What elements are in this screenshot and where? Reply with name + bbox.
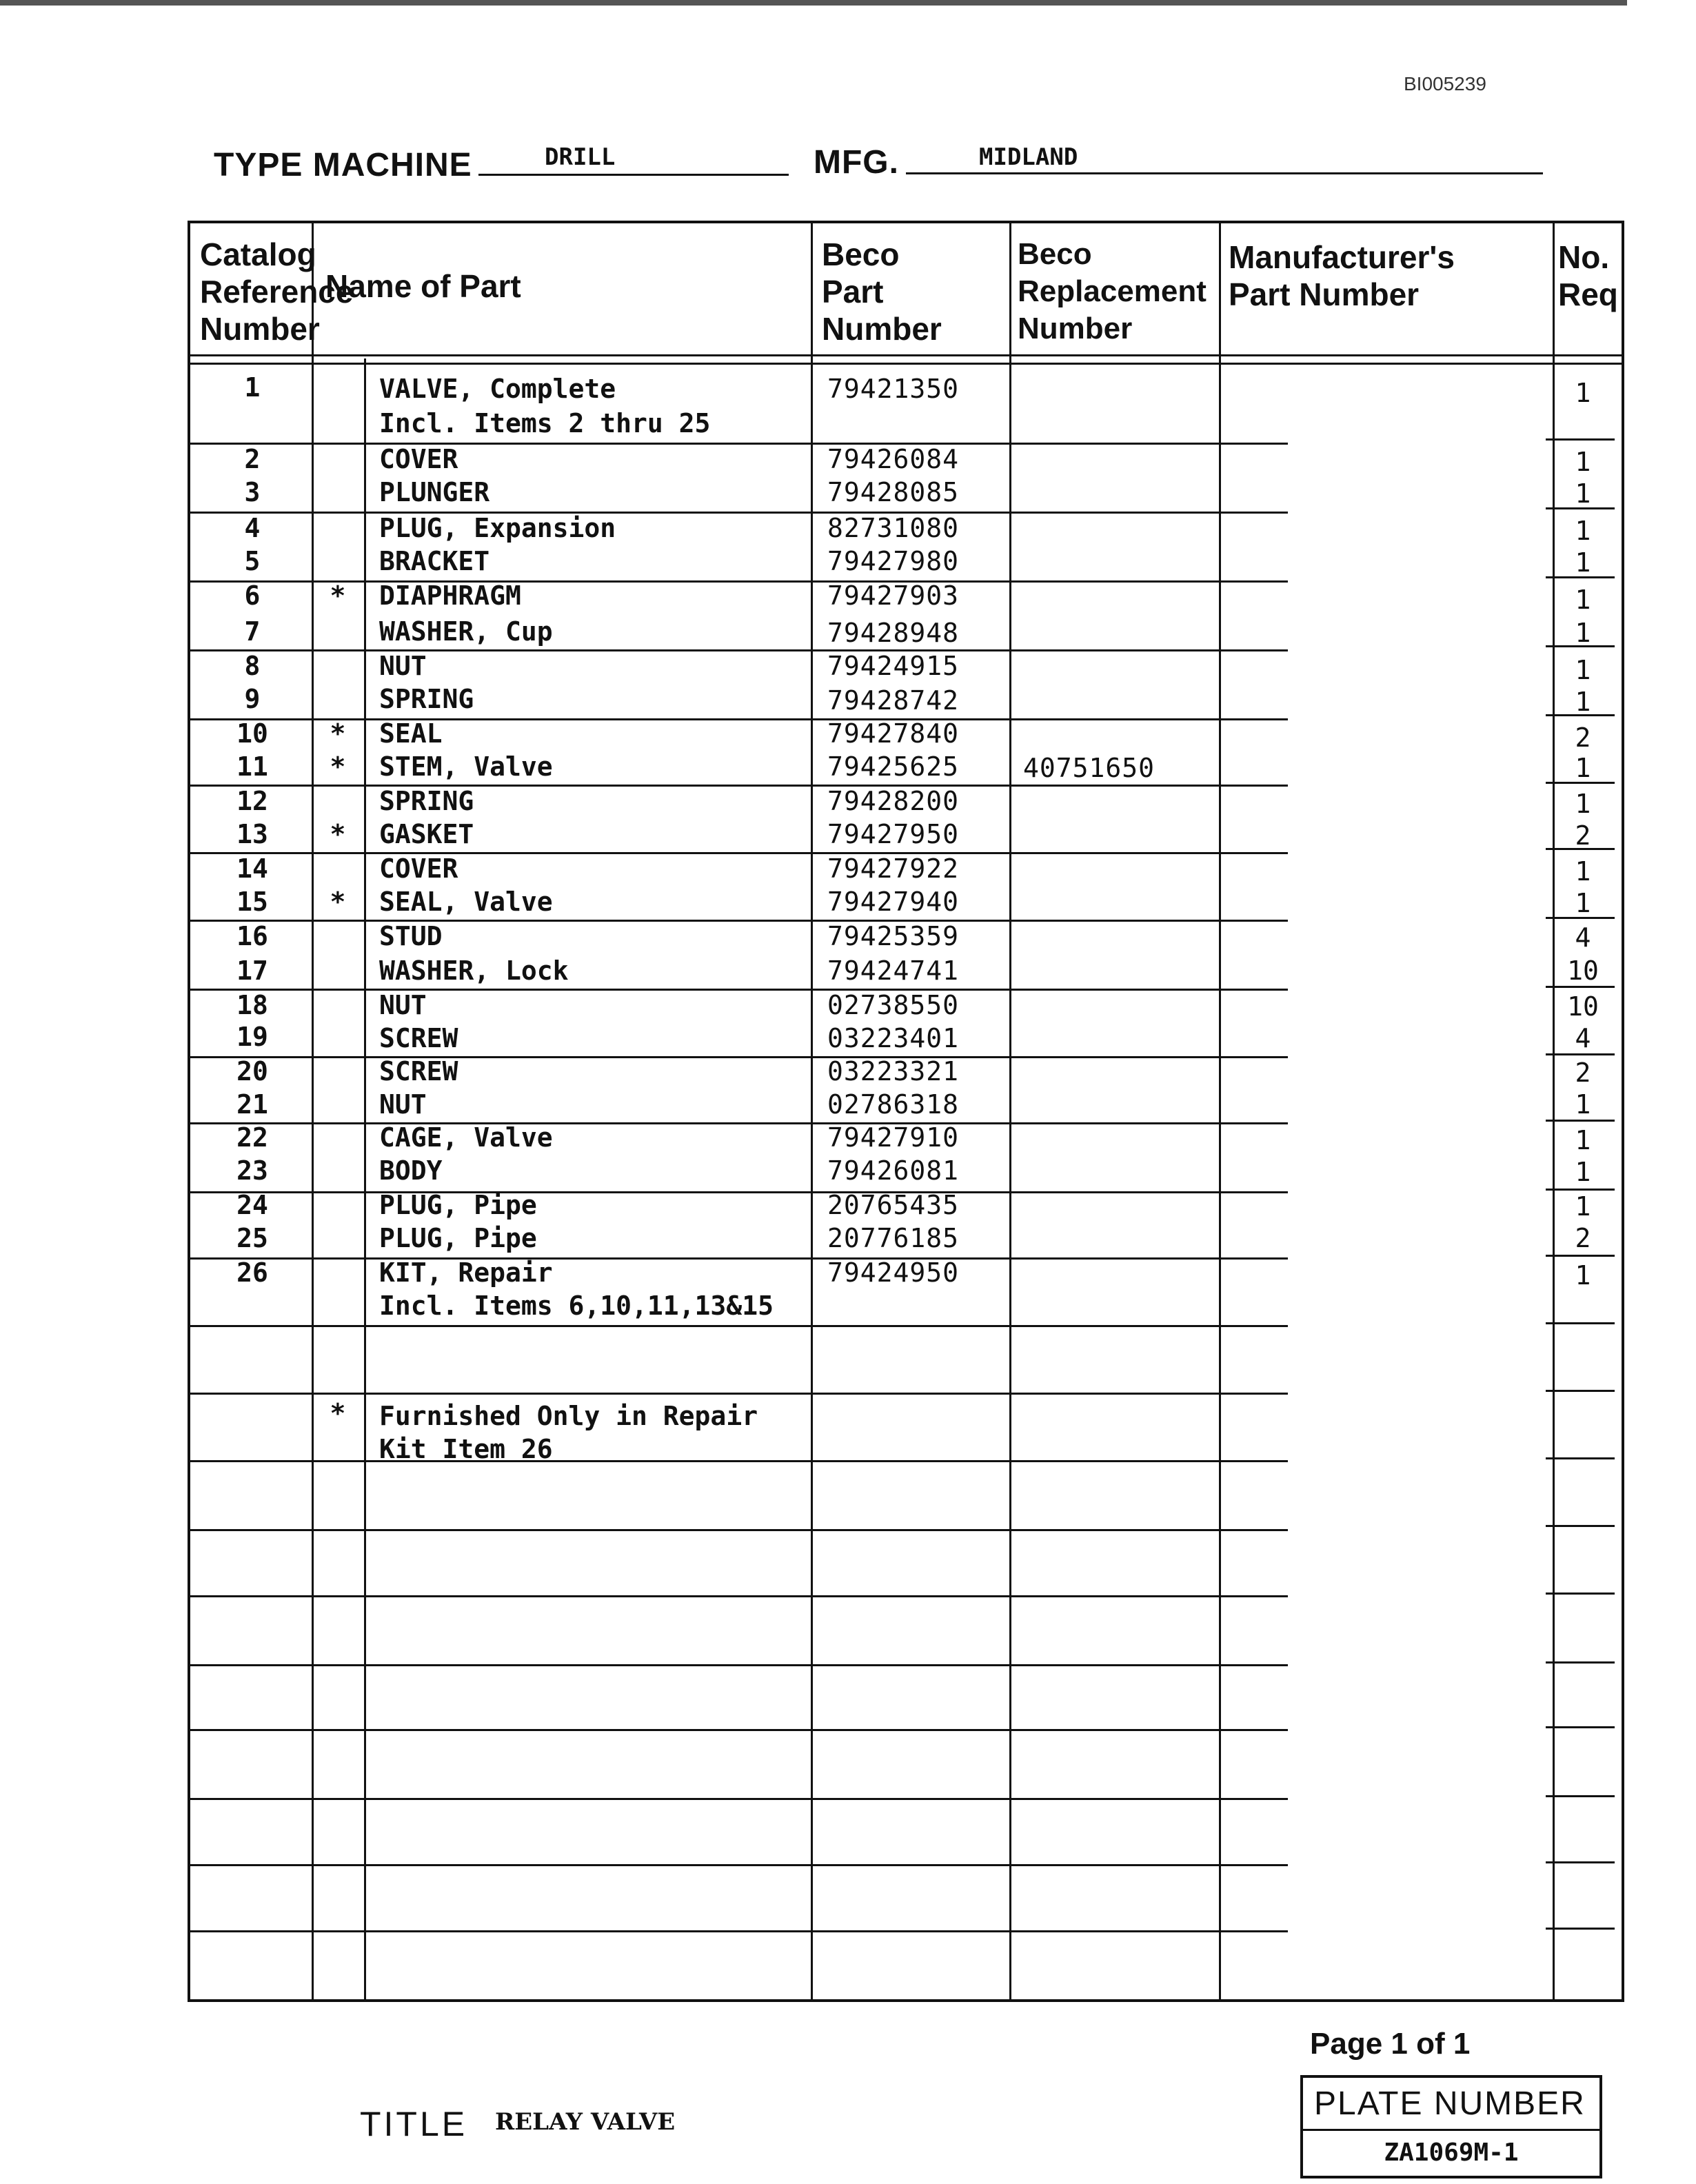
- beco-part-number: 02738550: [827, 990, 960, 1020]
- ref-number: 9: [244, 684, 261, 714]
- page-indicator: Page 1 of 1: [1310, 2027, 1471, 2061]
- ref-number: 15: [236, 887, 268, 917]
- col-divider-star: [364, 358, 366, 1999]
- ref-number: 8: [244, 651, 261, 681]
- part-name: DIAPHRAGM: [379, 580, 521, 611]
- ref-number: 10: [236, 718, 268, 749]
- plate-divider: [1303, 2129, 1599, 2131]
- beco-part-number: 79427980: [827, 546, 960, 576]
- col-divider-ref: [312, 223, 314, 1999]
- row-separator: [190, 1393, 1288, 1395]
- ref-number: 2: [244, 444, 261, 474]
- no-req: 1: [1575, 655, 1591, 685]
- part-name: VALVE, Complete: [379, 374, 616, 404]
- title-value: RELAY VALVE: [495, 2108, 676, 2136]
- beco-part-number: 79424950: [827, 1257, 960, 1288]
- ref-number: 24: [236, 1190, 268, 1220]
- col-divider-repl: [1219, 223, 1221, 1999]
- row-separator: [190, 920, 1288, 922]
- row-separator: [190, 1257, 1288, 1260]
- row-separator: [190, 1864, 1288, 1866]
- row-separator: [190, 989, 1288, 991]
- part-name-detail: Incl. Items 6,10,11,13&15: [379, 1291, 774, 1321]
- no-req: 1: [1575, 856, 1591, 887]
- document-id: BI005239: [1404, 73, 1486, 94]
- ref-number: 7: [244, 616, 261, 647]
- footnote-line-1: Furnished Only in Repair: [379, 1401, 758, 1431]
- repair-kit-star: *: [330, 580, 346, 611]
- mfg-label: MFG.: [814, 144, 899, 181]
- row-separator: [190, 1122, 1288, 1124]
- row-separator: [190, 852, 1288, 854]
- row-separator: [190, 1529, 1288, 1531]
- row-separator: [190, 1460, 1288, 1462]
- part-name: SCREW: [379, 1056, 458, 1086]
- req-rule: [1546, 1457, 1615, 1459]
- row-separator: [190, 649, 1288, 651]
- part-name: BODY: [379, 1155, 443, 1186]
- part-name: NUT: [379, 651, 427, 681]
- beco-part-number: 79428200: [827, 786, 960, 816]
- no-req: 1: [1575, 753, 1591, 783]
- part-name: NUT: [379, 1089, 427, 1120]
- part-name: PLUG, Expansion: [379, 513, 616, 543]
- no-req: 1: [1575, 1125, 1591, 1155]
- part-name: SPRING: [379, 684, 474, 714]
- repair-kit-star: *: [330, 819, 346, 849]
- col-header-mfr-part: Manufacturer's Part Number: [1229, 239, 1455, 312]
- beco-part-number: 79428742: [827, 685, 960, 716]
- req-rule: [1546, 1525, 1615, 1527]
- repair-kit-star: *: [330, 718, 346, 749]
- row-separator: [190, 1930, 1288, 1932]
- part-name: COVER: [379, 853, 458, 884]
- ref-number: 17: [236, 956, 268, 986]
- col-divider-beco: [1009, 223, 1011, 1999]
- type-machine-label: TYPE MACHINE: [214, 147, 472, 183]
- ref-number: 5: [244, 546, 261, 576]
- req-rule: [1546, 1390, 1615, 1392]
- no-req: 1: [1575, 1260, 1591, 1291]
- beco-part-number: 79427922: [827, 853, 960, 884]
- req-rule: [1546, 1928, 1615, 1930]
- ref-number: 23: [236, 1155, 268, 1186]
- part-name: STEM, Valve: [379, 751, 553, 782]
- ref-number: 25: [236, 1223, 268, 1253]
- part-name: PLUG, Pipe: [379, 1223, 537, 1253]
- part-name: SEAL: [379, 718, 443, 749]
- beco-part-number: 20765435: [827, 1190, 960, 1220]
- part-name: BRACKET: [379, 546, 490, 576]
- col-divider-mfr: [1553, 223, 1555, 1999]
- col-header-beco-replacement: Beco Replacement Number: [1018, 237, 1207, 345]
- beco-part-number: 79427950: [827, 819, 960, 849]
- plate-number-box: [1300, 2075, 1602, 2178]
- no-req: 1: [1575, 1191, 1591, 1222]
- no-req: 2: [1575, 722, 1591, 753]
- col-header-catalog: Catalog Reference Number: [200, 236, 354, 347]
- top-scan-border: [0, 0, 1627, 6]
- req-rule: [1546, 1322, 1615, 1324]
- plate-number-value: ZA1069M-1: [1384, 2138, 1519, 2167]
- row-separator: [190, 1664, 1288, 1666]
- ref-number: 12: [236, 786, 268, 816]
- part-name: CAGE, Valve: [379, 1122, 553, 1153]
- no-req: 1: [1575, 888, 1591, 918]
- type-machine-value: DRILL: [545, 143, 616, 171]
- no-req: 1: [1575, 789, 1591, 819]
- ref-number: 1: [244, 372, 261, 403]
- row-separator: [190, 1798, 1288, 1800]
- beco-part-number: 79427940: [827, 887, 960, 917]
- row-separator: [190, 1595, 1288, 1597]
- part-name: WASHER, Cup: [379, 616, 553, 647]
- req-rule: [1546, 1593, 1615, 1595]
- beco-part-number: 03223401: [827, 1023, 960, 1053]
- beco-part-number: 79428085: [827, 477, 960, 507]
- req-rule: [1546, 1795, 1615, 1797]
- part-name: KIT, Repair: [379, 1257, 553, 1288]
- beco-part-number: 79424741: [827, 956, 960, 986]
- ref-number: 6: [244, 580, 261, 611]
- beco-part-number: 82731080: [827, 513, 960, 543]
- req-rule: [1546, 1661, 1615, 1664]
- ref-number: 11: [236, 751, 268, 782]
- row-separator: [190, 1325, 1288, 1327]
- row-separator: [190, 443, 1288, 445]
- col-divider-name: [811, 223, 813, 1999]
- no-req: 1: [1575, 618, 1591, 648]
- ref-number: 19: [236, 1022, 268, 1052]
- ref-number: 16: [236, 921, 268, 951]
- footnote-star: *: [330, 1398, 346, 1428]
- row-separator: [190, 785, 1288, 787]
- req-rule: [1546, 1861, 1615, 1863]
- part-name: GASKET: [379, 819, 474, 849]
- no-req: 1: [1575, 1157, 1591, 1187]
- repair-kit-star: *: [330, 751, 346, 782]
- beco-part-number: 20776185: [827, 1223, 960, 1253]
- no-req: 4: [1575, 1023, 1591, 1053]
- part-name: NUT: [379, 990, 427, 1020]
- parts-table: [188, 221, 1624, 2002]
- beco-part-number: 79426084: [827, 444, 960, 474]
- no-req: 2: [1575, 820, 1591, 851]
- col-header-beco-part: Beco Part Number: [822, 236, 942, 347]
- col-header-name: Name of Part: [325, 268, 521, 304]
- ref-number: 21: [236, 1089, 268, 1120]
- no-req: 1: [1575, 1089, 1591, 1120]
- type-machine-underline: [478, 174, 789, 176]
- beco-part-number: 79427840: [827, 718, 960, 749]
- ref-number: 26: [236, 1257, 268, 1288]
- part-name: SCREW: [379, 1023, 458, 1053]
- no-req: 10: [1567, 956, 1599, 986]
- beco-part-number: 79425359: [827, 921, 960, 951]
- row-separator: [190, 512, 1288, 514]
- ref-number: 20: [236, 1056, 268, 1086]
- no-req: 2: [1575, 1058, 1591, 1088]
- no-req: 1: [1575, 447, 1591, 477]
- no-req: 1: [1575, 687, 1591, 717]
- beco-part-number: 79427903: [827, 580, 960, 611]
- mfg-value: MIDLAND: [979, 143, 1078, 171]
- no-req: 1: [1575, 378, 1591, 408]
- col-header-no-req: No. Req: [1558, 239, 1618, 312]
- part-name: STUD: [379, 921, 443, 951]
- plate-number-label: PLATE NUMBER: [1314, 2085, 1586, 2122]
- beco-part-number: 79427910: [827, 1122, 960, 1153]
- ref-number: 14: [236, 853, 268, 884]
- ref-number: 3: [244, 477, 261, 507]
- ref-number: 18: [236, 990, 268, 1020]
- req-rule: [1546, 1726, 1615, 1728]
- no-req: 1: [1575, 585, 1591, 615]
- row-separator: [190, 1191, 1288, 1193]
- beco-part-number: 79426081: [827, 1155, 960, 1186]
- beco-part-number: 79428948: [827, 618, 960, 648]
- no-req: 1: [1575, 516, 1591, 546]
- no-req: 4: [1575, 922, 1591, 953]
- header-rule: [190, 354, 1622, 356]
- part-name-detail: Incl. Items 2 thru 25: [379, 408, 711, 438]
- no-req: 1: [1575, 547, 1591, 578]
- ref-number: 22: [236, 1122, 268, 1153]
- header-rule-2: [190, 363, 1622, 365]
- beco-replacement-number: 40751650: [1023, 753, 1155, 783]
- row-separator: [190, 1729, 1288, 1731]
- no-req: 2: [1575, 1223, 1591, 1253]
- ref-number: 13: [236, 819, 268, 849]
- part-name: COVER: [379, 444, 458, 474]
- part-name: WASHER, Lock: [379, 956, 569, 986]
- beco-part-number: 79421350: [827, 374, 960, 404]
- footnote-line-2: Kit Item 26: [379, 1434, 553, 1464]
- beco-part-number: 79424915: [827, 651, 960, 681]
- no-req: 10: [1567, 991, 1599, 1022]
- part-name: SPRING: [379, 786, 474, 816]
- req-rule: [1546, 438, 1615, 441]
- req-rule: [1546, 1255, 1615, 1257]
- beco-part-number: 03223321: [827, 1056, 960, 1086]
- part-name: PLUG, Pipe: [379, 1190, 537, 1220]
- beco-part-number: 79425625: [827, 751, 960, 782]
- ref-number: 4: [244, 513, 261, 543]
- title-label: TITLE: [360, 2105, 468, 2143]
- part-name: PLUNGER: [379, 477, 490, 507]
- row-separator: [190, 1056, 1288, 1058]
- beco-part-number: 02786318: [827, 1089, 960, 1120]
- no-req: 1: [1575, 478, 1591, 509]
- repair-kit-star: *: [330, 887, 346, 917]
- mfg-underline: [906, 172, 1543, 174]
- part-name: SEAL, Valve: [379, 887, 553, 917]
